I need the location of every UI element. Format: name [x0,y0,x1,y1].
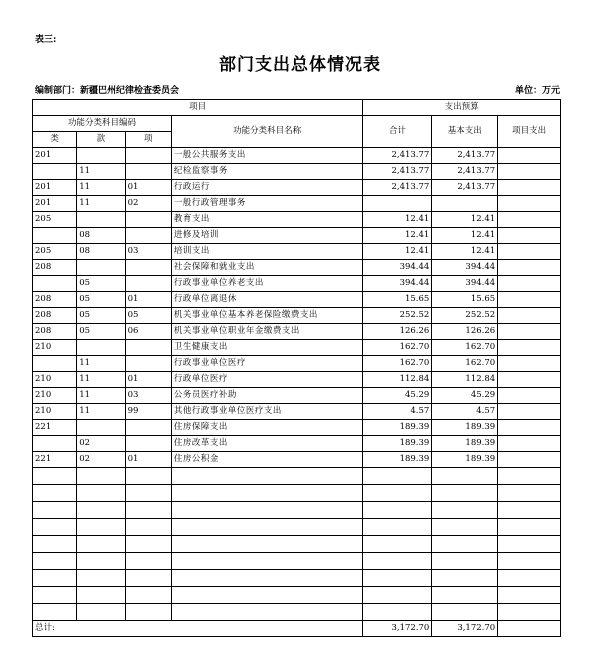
cell-xiang: 01 [125,372,171,388]
cell-name: 社会保障和就业支出 [171,260,362,276]
department-label: 编制部门：新疆巴州纪律检查委员会 [35,86,180,96]
cell-name: 行政单位医疗 [171,372,362,388]
cell-project [498,292,561,308]
cell-basic: 2,413.77 [432,164,498,180]
cell-basic: 12.41 [432,228,498,244]
cell-name: 机关事业单位职业年金缴费支出 [171,324,362,340]
table-row [33,452,561,468]
empty-row [33,553,561,570]
table-row [33,404,561,420]
cell-lei [33,164,77,180]
cell-project [498,212,561,228]
cell-name: 卫生健康支出 [171,340,362,356]
empty-cell [33,570,77,587]
cell-project [498,308,561,324]
cell-basic: 189.39 [432,436,498,452]
cell-lei: 208 [33,324,77,340]
cell-total: 4.57 [363,404,432,420]
empty-cell [432,570,498,587]
cell-total: 12.41 [363,212,432,228]
cell-total: 12.41 [363,244,432,260]
cell-basic: 252.52 [432,308,498,324]
empty-cell [171,570,362,587]
empty-cell [125,502,171,519]
empty-cell [171,485,362,502]
cell-project [498,164,561,180]
cell-kuan: 11 [77,196,125,212]
cell-total: 45.29 [363,388,432,404]
total-label: 总计: [33,621,363,637]
cell-project [498,356,561,372]
cell-project [498,148,561,164]
cell-lei: 208 [33,292,77,308]
table-label: 表三: [35,35,57,45]
cell-basic: 394.44 [432,276,498,292]
empty-cell [125,468,171,485]
cell-xiang: 02 [125,196,171,212]
empty-cell [432,502,498,519]
empty-cell [498,587,561,604]
header-kuan: 款 [77,132,125,148]
cell-lei: 205 [33,244,77,260]
header-project-exp: 项目支出 [498,116,561,148]
cell-kuan: 08 [77,228,125,244]
cell-xiang [125,436,171,452]
cell-total [363,196,432,212]
empty-cell [33,502,77,519]
empty-row [33,587,561,604]
cell-xiang [125,356,171,372]
empty-cell [33,519,77,536]
cell-xiang [125,148,171,164]
empty-row [33,468,561,485]
cell-total: 394.44 [363,260,432,276]
empty-cell [125,519,171,536]
empty-cell [363,536,432,553]
cell-project [498,180,561,196]
empty-row [33,536,561,553]
cell-basic: 189.39 [432,420,498,436]
cell-xiang: 05 [125,308,171,324]
cell-total: 2,413.77 [363,164,432,180]
table-row [33,212,561,228]
cell-xiang: 01 [125,180,171,196]
cell-name: 一般公共服务支出 [171,148,362,164]
cell-lei: 210 [33,340,77,356]
header-basic: 基本支出 [432,116,498,148]
cell-total: 12.41 [363,228,432,244]
cell-lei: 205 [33,212,77,228]
table-row [33,324,561,340]
cell-total: 189.39 [363,452,432,468]
total-total: 3,172.70 [363,621,432,637]
empty-cell [33,587,77,604]
empty-cell [498,468,561,485]
cell-kuan: 05 [77,276,125,292]
cell-kuan: 05 [77,292,125,308]
cell-xiang: 03 [125,388,171,404]
cell-project [498,372,561,388]
total-row [33,621,561,637]
cell-name: 行政单位离退休 [171,292,362,308]
empty-cell [125,570,171,587]
cell-xiang [125,228,171,244]
cell-kuan: 11 [77,372,125,388]
cell-basic: 162.70 [432,340,498,356]
cell-kuan [77,212,125,228]
empty-cell [171,536,362,553]
table-row [33,196,561,212]
empty-cell [432,587,498,604]
cell-kuan: 11 [77,388,125,404]
cell-xiang [125,276,171,292]
cell-xiang [125,212,171,228]
expenditure-table [32,99,561,637]
empty-cell [77,604,125,621]
cell-project [498,452,561,468]
empty-cell [432,519,498,536]
cell-total: 126.26 [363,324,432,340]
empty-cell [363,604,432,621]
table-row [33,228,561,244]
empty-cell [33,468,77,485]
empty-cell [77,519,125,536]
cell-lei [33,436,77,452]
cell-name: 行政事业单位养老支出 [171,276,362,292]
empty-cell [432,468,498,485]
cell-basic: 189.39 [432,452,498,468]
cell-total: 162.70 [363,340,432,356]
cell-basic: 126.26 [432,324,498,340]
cell-basic [432,196,498,212]
empty-cell [363,570,432,587]
cell-kuan: 11 [77,180,125,196]
cell-kuan [77,420,125,436]
cell-project [498,324,561,340]
empty-cell [77,468,125,485]
empty-cell [171,502,362,519]
empty-cell [432,604,498,621]
cell-lei: 221 [33,420,77,436]
empty-cell [498,570,561,587]
empty-cell [498,485,561,502]
cell-project [498,260,561,276]
cell-project [498,244,561,260]
empty-cell [171,519,362,536]
cell-lei: 221 [33,452,77,468]
empty-cell [432,485,498,502]
empty-cell [33,604,77,621]
cell-lei [33,276,77,292]
cell-lei: 201 [33,196,77,212]
empty-cell [171,553,362,570]
header-total: 合计 [363,116,432,148]
cell-kuan: 11 [77,404,125,420]
empty-cell [498,536,561,553]
empty-cell [77,502,125,519]
empty-cell [498,553,561,570]
table-body [33,148,561,637]
cell-xiang: 06 [125,324,171,340]
empty-cell [498,502,561,519]
table-row [33,356,561,372]
table-row [33,372,561,388]
cell-name: 培训支出 [171,244,362,260]
cell-kuan [77,148,125,164]
header-lei: 类 [33,132,77,148]
empty-cell [125,604,171,621]
unit-label: 单位：万元 [514,86,560,96]
cell-total: 252.52 [363,308,432,324]
cell-lei: 210 [33,388,77,404]
cell-kuan: 11 [77,164,125,180]
table-row [33,180,561,196]
cell-name: 纪检监察事务 [171,164,362,180]
cell-lei: 208 [33,308,77,324]
cell-xiang: 03 [125,244,171,260]
cell-basic: 4.57 [432,404,498,420]
cell-project [498,388,561,404]
empty-cell [77,485,125,502]
cell-total: 189.39 [363,436,432,452]
cell-total: 2,413.77 [363,180,432,196]
empty-cell [77,553,125,570]
cell-name: 住房保障支出 [171,420,362,436]
empty-cell [363,502,432,519]
cell-name: 教育支出 [171,212,362,228]
cell-kuan: 11 [77,356,125,372]
cell-basic: 45.29 [432,388,498,404]
empty-cell [33,536,77,553]
cell-kuan: 02 [77,436,125,452]
cell-total: 394.44 [363,276,432,292]
cell-lei [33,356,77,372]
cell-kuan: 05 [77,324,125,340]
empty-row [33,485,561,502]
cell-name: 进修及培训 [171,228,362,244]
cell-xiang: 01 [125,292,171,308]
header-budget: 支出预算 [363,100,561,116]
cell-project [498,228,561,244]
cell-total: 2,413.77 [363,148,432,164]
cell-basic: 2,413.77 [432,148,498,164]
cell-basic: 112.84 [432,372,498,388]
cell-name: 其他行政事业单位医疗支出 [171,404,362,420]
table-row [33,420,561,436]
empty-cell [363,587,432,604]
cell-name: 行政事业单位医疗 [171,356,362,372]
empty-cell [33,553,77,570]
cell-name: 机关事业单位基本养老保险缴费支出 [171,308,362,324]
cell-lei: 201 [33,148,77,164]
empty-cell [171,468,362,485]
cell-total: 15.65 [363,292,432,308]
table-row [33,164,561,180]
empty-cell [125,485,171,502]
cell-lei [33,228,77,244]
cell-project [498,436,561,452]
cell-name: 公务员医疗补助 [171,388,362,404]
cell-project [498,404,561,420]
cell-name: 一般行政管理事务 [171,196,362,212]
cell-basic: 12.41 [432,244,498,260]
empty-cell [363,553,432,570]
cell-kuan [77,340,125,356]
empty-cell [363,468,432,485]
cell-xiang [125,340,171,356]
empty-cell [432,553,498,570]
cell-xiang [125,260,171,276]
empty-row [33,502,561,519]
header-func-name: 功能分类科目名称 [171,116,362,148]
empty-cell [498,604,561,621]
cell-xiang [125,420,171,436]
cell-total: 162.70 [363,356,432,372]
total-basic: 3,172.70 [432,621,498,637]
cell-project [498,340,561,356]
cell-kuan: 08 [77,244,125,260]
cell-kuan: 05 [77,308,125,324]
empty-cell [125,553,171,570]
cell-basic: 12.41 [432,212,498,228]
table-row [33,308,561,324]
empty-cell [363,519,432,536]
cell-xiang: 01 [125,452,171,468]
empty-cell [363,485,432,502]
empty-cell [77,587,125,604]
empty-cell [498,519,561,536]
empty-cell [77,570,125,587]
empty-cell [432,536,498,553]
cell-basic: 2,413.77 [432,180,498,196]
cell-lei: 208 [33,260,77,276]
cell-basic: 394.44 [432,260,498,276]
empty-cell [171,587,362,604]
empty-row [33,604,561,621]
cell-total: 189.39 [363,420,432,436]
cell-xiang: 99 [125,404,171,420]
cell-name: 行政运行 [171,180,362,196]
cell-kuan [77,260,125,276]
cell-lei: 210 [33,372,77,388]
table-row [33,276,561,292]
header-xiang: 项 [125,132,171,148]
header-project: 项目 [33,100,363,116]
empty-cell [33,485,77,502]
cell-lei: 210 [33,404,77,420]
cell-project [498,276,561,292]
table-row [33,148,561,164]
cell-xiang [125,164,171,180]
empty-row [33,570,561,587]
header-func-code: 功能分类科目编码 [33,116,172,132]
cell-project [498,196,561,212]
total-project [498,621,561,637]
empty-cell [125,536,171,553]
cell-basic: 15.65 [432,292,498,308]
cell-basic: 162.70 [432,356,498,372]
table-row [33,260,561,276]
page-title: 部门支出总体情况表 [219,55,381,75]
empty-cell [171,604,362,621]
table-row [33,388,561,404]
cell-total: 112.84 [363,372,432,388]
table-row [33,340,561,356]
empty-cell [77,536,125,553]
empty-row [33,519,561,536]
empty-cell [125,587,171,604]
table-row [33,436,561,452]
table-row [33,292,561,308]
cell-project [498,420,561,436]
cell-lei: 201 [33,180,77,196]
cell-kuan: 02 [77,452,125,468]
table-row [33,244,561,260]
cell-name: 住房改革支出 [171,436,362,452]
cell-name: 住房公积金 [171,452,362,468]
